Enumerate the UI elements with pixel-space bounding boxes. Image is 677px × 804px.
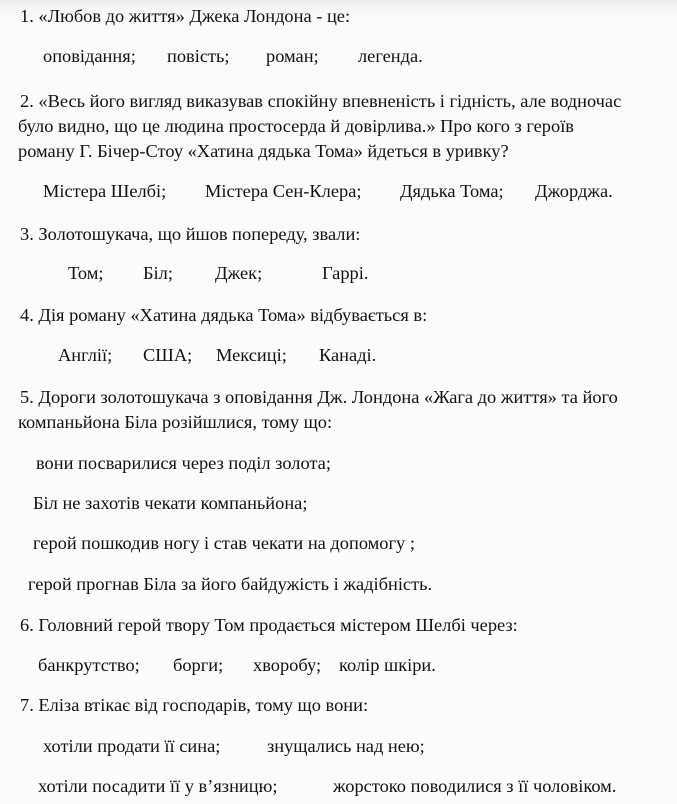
question-7-option-a: хотіли продати її сина; (43, 736, 221, 756)
question-2-option-b: Містера Сен-Клера; (205, 181, 362, 201)
question-4-option-c: Мексиці; (216, 345, 287, 365)
question-5-option-c: герой пошкодив ногу і став чекати на допомогу ; (33, 533, 415, 553)
question-4-option-d: Канаді. (319, 345, 377, 365)
question-5-option-d: герой прогнав Біла за його байдужість і жадібність. (28, 574, 433, 594)
question-3-option-d: Гаррі. (322, 263, 369, 283)
question-1-line-1: «Любов до життя» Джека Лондона - це: (38, 6, 351, 26)
question-2-option-d: Джорджа. (535, 181, 613, 201)
question-3-line-1: Золотошукача, що йшов попереду, звали: (38, 224, 361, 244)
question-4-option-b: США; (143, 345, 193, 365)
question-5-line-2: компаньйона Біла розійшлися, тому що: (18, 412, 333, 432)
question-1-option-d: легенда. (358, 46, 423, 66)
question-6-option-d: колір шкіри. (339, 655, 436, 675)
question-1-text (20, 5, 350, 27)
question-7-text (20, 694, 368, 716)
question-2-option-a: Містера Шелбі; (43, 181, 167, 201)
question-1-option-c: роман; (266, 46, 319, 66)
question-5-option-b: Біл не захотів чекати компаньйона; (33, 493, 308, 513)
question-6-number: 6. (20, 615, 34, 635)
question-5-text (20, 386, 618, 408)
question-6-text (20, 614, 518, 636)
question-1-option-a: оповідання; (43, 46, 136, 66)
question-3-text (20, 223, 360, 245)
question-7-option-c: хотіли посадити її у в’язницю; (38, 776, 278, 796)
question-5-line-1: Дороги золотошукача з оповідання Дж. Лондона «Жага до життя» та його (38, 387, 618, 407)
question-6-line-1: Головний герой твору Том продається містером Шелбі через: (38, 615, 518, 635)
question-4-number: 4. (20, 305, 34, 325)
question-3-option-a: Том; (68, 263, 104, 283)
question-4-text (20, 304, 427, 326)
question-6-option-b: борги; (173, 655, 224, 675)
question-7-option-b: знущались над нею; (267, 736, 425, 756)
question-7-line-1: Еліза втікає від господарів, тому що вони: (38, 695, 369, 715)
question-5-number: 5. (20, 387, 34, 407)
question-3-option-c: Джек; (215, 263, 263, 283)
question-4-option-a: Англії; (58, 345, 113, 365)
question-7-option-d: жорстоко поводилися з її чоловіком. (333, 776, 617, 796)
question-1-option-b: повість; (167, 46, 230, 66)
question-5-option-a: вони посварилися через поділ золота; (36, 453, 331, 473)
question-1-number: 1. (20, 6, 34, 26)
question-2-text (20, 90, 621, 112)
question-2-line-2: було видно, що це людина простосерда й довірлива.» Про кого з героїв (18, 116, 574, 136)
question-4-line-1: Дія роману «Хатина дядька Тома» відбувається в: (38, 305, 428, 325)
question-2-number: 2. (20, 91, 34, 111)
question-6-option-c: хворобу; (253, 655, 322, 675)
question-2-line-1: «Весь його вигляд виказував спокійну впевненість і гідність, але водночас (38, 91, 622, 111)
question-3-number: 3. (20, 224, 34, 244)
question-3-option-b: Біл; (143, 263, 173, 283)
question-2-line-3: роману Г. Бічер-Стоу «Хатина дядька Тома» йдеться в уривку? (18, 141, 509, 161)
question-6-option-a: банкрутство; (38, 655, 140, 675)
question-7-number: 7. (20, 695, 34, 715)
question-2-option-c: Дядька Тома; (400, 181, 504, 201)
